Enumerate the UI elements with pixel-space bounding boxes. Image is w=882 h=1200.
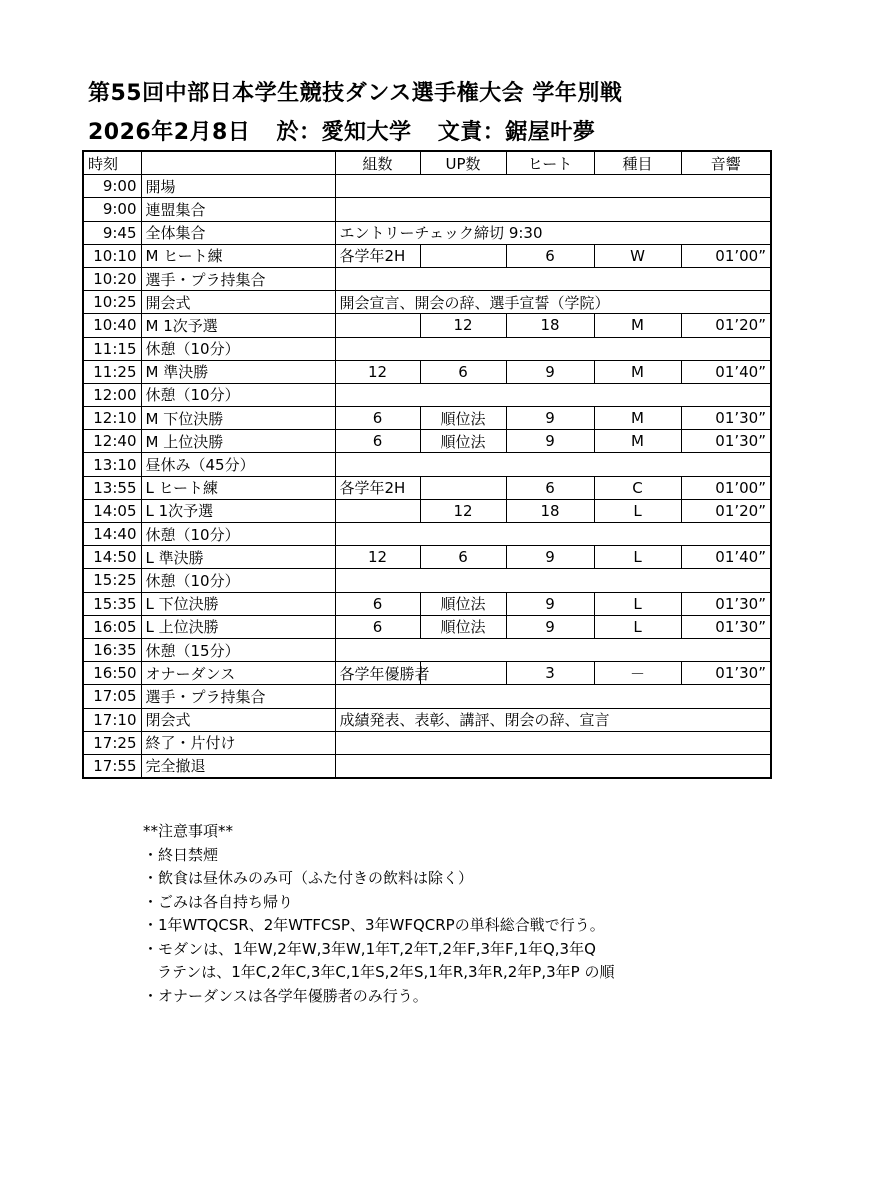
table-row — [83, 476, 771, 499]
row-time: 12:00 — [83, 383, 141, 406]
row-dance: M — [594, 360, 681, 383]
row-heat: 9 — [506, 407, 594, 430]
row-event: 選手・プラ持集合 — [141, 267, 335, 290]
row-note: エントリーチェック締切 9:30 — [335, 221, 771, 244]
row-event: M ヒート練 — [141, 244, 335, 267]
row-heat: 9 — [506, 615, 594, 638]
schedule-table — [82, 150, 772, 779]
row-up — [420, 662, 506, 685]
row-event: 開会式 — [141, 291, 335, 314]
header-groups: 組数 — [335, 151, 420, 175]
row-event: 選手・プラ持集合 — [141, 685, 335, 708]
row-time: 14:05 — [83, 499, 141, 522]
row-event: M 上位決勝 — [141, 430, 335, 453]
document-author: 文責：鋸屋叶夢 — [437, 120, 596, 145]
row-groups — [335, 314, 420, 337]
row-music: 01’20” — [681, 499, 771, 522]
note-item: ・終日禁煙 — [143, 845, 219, 864]
row-time: 14:50 — [83, 546, 141, 569]
row-time: 10:40 — [83, 314, 141, 337]
document-subtitle — [88, 115, 613, 146]
row-up: 12 — [420, 499, 506, 522]
table-row — [83, 407, 771, 430]
row-dance: M — [594, 314, 681, 337]
row-time: 9:00 — [83, 175, 141, 198]
row-time: 10:25 — [83, 291, 141, 314]
row-note — [335, 267, 771, 290]
note-item: ラテンは、1年C,2年C,3年C,1年S,2年S,1年R,3年R,2年P,3年P の順 — [157, 963, 615, 981]
table-row — [83, 569, 771, 592]
table-row — [83, 314, 771, 337]
row-time: 16:35 — [83, 638, 141, 661]
row-time: 16:05 — [83, 615, 141, 638]
table-row — [83, 337, 771, 360]
table-row — [83, 546, 771, 569]
row-event: 連盟集合 — [141, 198, 335, 221]
row-note: 開会宣言、開会の辞、選手宣誓（学院） — [335, 291, 771, 314]
table-row — [83, 198, 771, 221]
note-item: ・モダンは、1年W,2年W,3年W,1年T,2年T,2年F,3年F,1年Q,3年Q — [143, 939, 596, 958]
table-row — [83, 685, 771, 708]
header-heat: ヒート — [506, 151, 594, 175]
row-heat: 3 — [506, 662, 594, 685]
row-note — [335, 175, 771, 198]
table-row — [83, 221, 771, 244]
row-event: 完全撤退 — [141, 754, 335, 778]
row-up: 順位法 — [420, 592, 506, 615]
row-event: L 上位決勝 — [141, 615, 335, 638]
table-row — [83, 267, 771, 290]
row-groups: 12 — [335, 546, 420, 569]
row-groups: 6 — [335, 407, 420, 430]
row-note — [335, 383, 771, 406]
table-row — [83, 523, 771, 546]
row-note — [335, 198, 771, 221]
row-time: 9:45 — [83, 221, 141, 244]
row-up: 6 — [420, 546, 506, 569]
row-note — [335, 754, 771, 778]
row-music: 01’30” — [681, 662, 771, 685]
row-heat: 18 — [506, 314, 594, 337]
row-event: 休憩（10分） — [141, 337, 335, 360]
row-note — [335, 453, 771, 476]
row-dance: L — [594, 592, 681, 615]
row-up: 6 — [420, 360, 506, 383]
table-row — [83, 453, 771, 476]
row-dance: － — [594, 662, 681, 685]
row-heat: 6 — [506, 476, 594, 499]
table-row — [83, 244, 771, 267]
row-note — [335, 685, 771, 708]
table-row — [83, 175, 771, 198]
row-event: 閉会式 — [141, 708, 335, 731]
schedule-body — [83, 175, 771, 778]
row-time: 12:40 — [83, 430, 141, 453]
row-dance: C — [594, 476, 681, 499]
row-up: 順位法 — [420, 615, 506, 638]
row-groups: 6 — [335, 592, 420, 615]
row-note — [335, 523, 771, 546]
row-music: 01’00” — [681, 476, 771, 499]
row-dance: L — [594, 499, 681, 522]
row-time: 11:25 — [83, 360, 141, 383]
row-event: 終了・片付け — [141, 731, 335, 754]
row-note: 成績発表、表彰、講評、閉会の辞、宣言 — [335, 708, 771, 731]
table-row — [83, 383, 771, 406]
note-item: ・ごみは各自持ち帰り — [143, 892, 294, 911]
note-item: ・飲食は昼休みのみ可（ふた付きの飲料は除く） — [143, 869, 474, 887]
notes-section — [143, 820, 614, 1008]
notes-heading: **注意事項** — [143, 822, 234, 840]
row-music: 01’30” — [681, 615, 771, 638]
row-time: 10:10 — [83, 244, 141, 267]
table-row — [83, 731, 771, 754]
row-dance: L — [594, 546, 681, 569]
row-dance: L — [594, 615, 681, 638]
row-event: 昼休み（45分） — [141, 453, 335, 476]
note-item: ・オナーダンスは各学年優勝者のみ行う。 — [143, 986, 428, 1005]
table-row — [83, 638, 771, 661]
event-venue: 於：愛知大学 — [276, 120, 412, 145]
row-time: 12:10 — [83, 407, 141, 430]
table-row — [83, 499, 771, 522]
row-music: 01’20” — [681, 314, 771, 337]
row-up: 順位法 — [420, 430, 506, 453]
row-event: 全体集合 — [141, 221, 335, 244]
row-note — [335, 731, 771, 754]
row-music: 01’40” — [681, 360, 771, 383]
row-heat: 18 — [506, 499, 594, 522]
row-event: L 下位決勝 — [141, 592, 335, 615]
row-groups: 12 — [335, 360, 420, 383]
row-groups: 各学年2H — [335, 476, 420, 499]
row-event: 休憩（15分） — [141, 638, 335, 661]
row-event: M 準決勝 — [141, 360, 335, 383]
header-time: 時刻 — [83, 151, 141, 175]
table-row — [83, 754, 771, 778]
row-music: 01’30” — [681, 592, 771, 615]
row-groups: 各学年優勝者 — [335, 662, 420, 685]
table-header-row — [83, 151, 771, 175]
row-up — [420, 244, 506, 267]
row-time: 15:25 — [83, 569, 141, 592]
row-time: 17:55 — [83, 754, 141, 778]
row-event: 休憩（10分） — [141, 383, 335, 406]
row-music: 01’00” — [681, 244, 771, 267]
row-groups: 6 — [335, 430, 420, 453]
row-event: L 1次予選 — [141, 499, 335, 522]
row-up — [420, 476, 506, 499]
row-event: 開場 — [141, 175, 335, 198]
row-time: 13:10 — [83, 453, 141, 476]
table-row — [83, 592, 771, 615]
table-row — [83, 291, 771, 314]
row-dance: M — [594, 430, 681, 453]
table-row — [83, 708, 771, 731]
row-dance: M — [594, 407, 681, 430]
row-time: 13:55 — [83, 476, 141, 499]
row-event: L 準決勝 — [141, 546, 335, 569]
table-row — [83, 360, 771, 383]
row-time: 10:20 — [83, 267, 141, 290]
row-heat: 9 — [506, 546, 594, 569]
row-heat: 9 — [506, 360, 594, 383]
row-time: 11:15 — [83, 337, 141, 360]
row-time: 17:25 — [83, 731, 141, 754]
header-event — [141, 151, 335, 175]
header-up: UP数 — [420, 151, 506, 175]
row-event: L ヒート練 — [141, 476, 335, 499]
row-note — [335, 337, 771, 360]
row-event: M 下位決勝 — [141, 407, 335, 430]
table-row — [83, 430, 771, 453]
row-time: 16:50 — [83, 662, 141, 685]
row-groups: 各学年2H — [335, 244, 420, 267]
row-music: 01’30” — [681, 430, 771, 453]
row-time: 9:00 — [83, 198, 141, 221]
row-up: 12 — [420, 314, 506, 337]
note-item: ・1年WTQCSR、2年WTFCSP、3年WFQCRPの単科総合戦で行う。 — [143, 916, 605, 934]
row-groups: 6 — [335, 615, 420, 638]
row-time: 15:35 — [83, 592, 141, 615]
row-event: オナーダンス — [141, 662, 335, 685]
row-note — [335, 569, 771, 592]
row-event: 休憩（10分） — [141, 569, 335, 592]
table-row — [83, 662, 771, 685]
header-music: 音響 — [681, 151, 771, 175]
row-note — [335, 638, 771, 661]
row-time: 14:40 — [83, 523, 141, 546]
row-time: 17:05 — [83, 685, 141, 708]
header-dance: 種目 — [594, 151, 681, 175]
document-title: 第55回中部日本学生競技ダンス選手権大会 学年別戦 — [88, 81, 623, 106]
row-heat: 9 — [506, 592, 594, 615]
row-event: 休憩（10分） — [141, 523, 335, 546]
row-music: 01’40” — [681, 546, 771, 569]
table-row — [83, 615, 771, 638]
row-dance: W — [594, 244, 681, 267]
row-up: 順位法 — [420, 407, 506, 430]
event-date: 2026年2月8日 — [88, 120, 251, 145]
row-groups — [335, 499, 420, 522]
row-time: 17:10 — [83, 708, 141, 731]
row-event: M 1次予選 — [141, 314, 335, 337]
row-heat: 9 — [506, 430, 594, 453]
row-music: 01’30” — [681, 407, 771, 430]
row-heat: 6 — [506, 244, 594, 267]
